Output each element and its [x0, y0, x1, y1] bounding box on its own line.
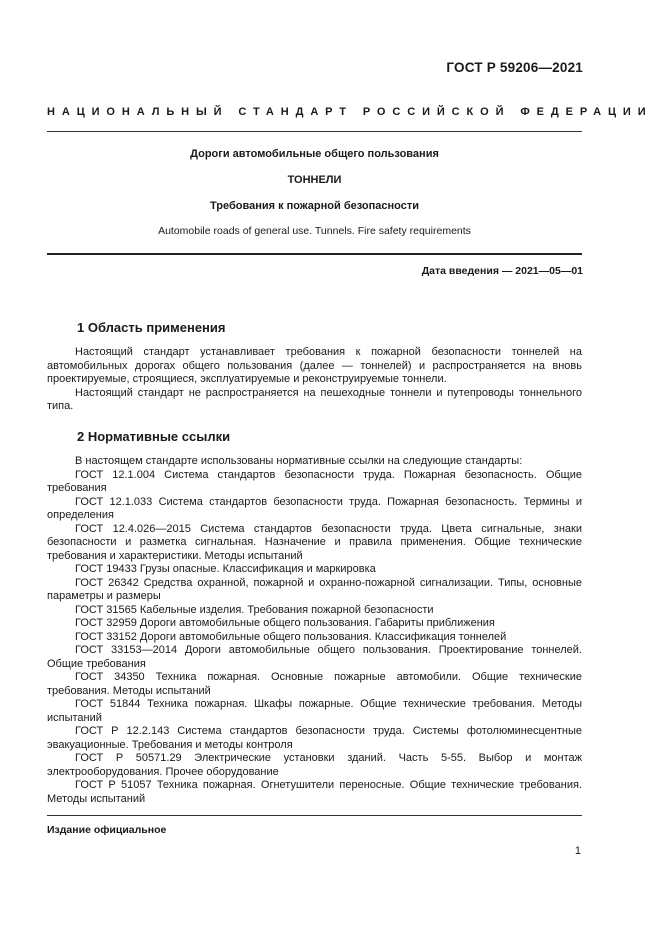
title-line-3: Требования к пожарной безопасности [209, 200, 420, 212]
reference-item: ГОСТ 32959 Дороги автомобильные общего пользования. Габариты приближения [75, 617, 495, 629]
reference-item: ГОСТ 12.1.033 Система стандартов безопасности труда. Пожарная безопасность. Термины и определения [47, 495, 582, 521]
title-divider [47, 253, 582, 255]
reference-item: ГОСТ Р 51057 Техника пожарная. Огнетушители переносные. Общие технические требования. Методы испытаний [47, 779, 582, 805]
title-line-1: Дороги автомобильные общего пользования [190, 148, 439, 160]
title-line-2: ТОННЕЛИ [287, 174, 342, 186]
footer-divider [47, 815, 582, 816]
reference-item: ГОСТ 19433 Грузы опасные. Классификация и маркировка [75, 563, 376, 575]
section-1-body [47, 346, 582, 414]
top-divider [47, 131, 582, 132]
introduction-date: Дата введения — 2021—05—01 [421, 265, 583, 277]
page-number: 1 [574, 845, 581, 857]
section-1-paragraph: Настоящий стандарт не распространяется на пешеходные тоннели и путепроводы тоннельного типа. [47, 386, 582, 412]
reference-item: ГОСТ 12.4.026—2015 Система стандартов безопасности труда. Цвета сигнальные, знаки безопасности и разметка сигнальная. Назначение и правила применения. Общие технические требования и характеристики. Методы испытаний [47, 522, 582, 562]
reference-item: ГОСТ 34350 Техника пожарная. Основные пожарные автомобили. Общие технические требования. Методы испытаний [47, 671, 582, 697]
reference-item: ГОСТ Р 50571.29 Электрические установки зданий. Часть 5-55. Выбор и монтаж электрооборудования. Прочее оборудование [47, 752, 582, 778]
title-english: Automobile roads of general use. Tunnels. Fire safety requirements [158, 225, 471, 237]
reference-item: ГОСТ 33153—2014 Дороги автомобильные общего пользования. Проектирование тоннелей. Общие требования [47, 644, 582, 670]
section-1-heading: 1 Область применения [77, 320, 226, 335]
reference-item: ГОСТ 31565 Кабельные изделия. Требования пожарной безопасности [75, 603, 434, 616]
gost-number: ГОСТ Р 59206—2021 [446, 60, 583, 75]
reference-item: ГОСТ 26342 Средства охранной, пожарной и охранно-пожарной сигнализации. Типы, основные параметры и размеры [47, 576, 582, 602]
reference-item: ГОСТ Р 12.2.143 Система стандартов безопасности труда. Системы фотолюминесцентные эвакуационные. Требования и методы контроля [47, 725, 582, 751]
section-2-body [47, 455, 582, 806]
national-standard-banner: НАЦИОНАЛЬНЫЙ СТАНДАРТ РОССИЙСКОЙ ФЕДЕРАЦИИ [47, 106, 653, 118]
section-1-paragraph: Настоящий стандарт устанавливает требования к пожарной безопасности тоннелей на автомобильных дорогах общего пользования (далее — тоннелей) и распространяется на вновь проектируемые, строящиеся, эксплуатируемые и реконструируемые тоннели. [47, 346, 582, 385]
reference-item: ГОСТ 12.1.004 Система стандартов безопасности труда. Пожарная безопасность. Общие требования [47, 468, 582, 494]
reference-item: ГОСТ 33152 Дороги автомобильные общего пользования. Классификация тоннелей [75, 630, 507, 643]
reference-item: ГОСТ 51844 Техника пожарная. Шкафы пожарные. Общие технические требования. Методы испытаний [47, 698, 582, 724]
edition-label: Издание официальное [47, 824, 167, 836]
section-2-intro: В настоящем стандарте использованы нормативные ссылки на следующие стандарты: [75, 455, 523, 467]
section-2-heading: 2 Нормативные ссылки [77, 429, 231, 444]
